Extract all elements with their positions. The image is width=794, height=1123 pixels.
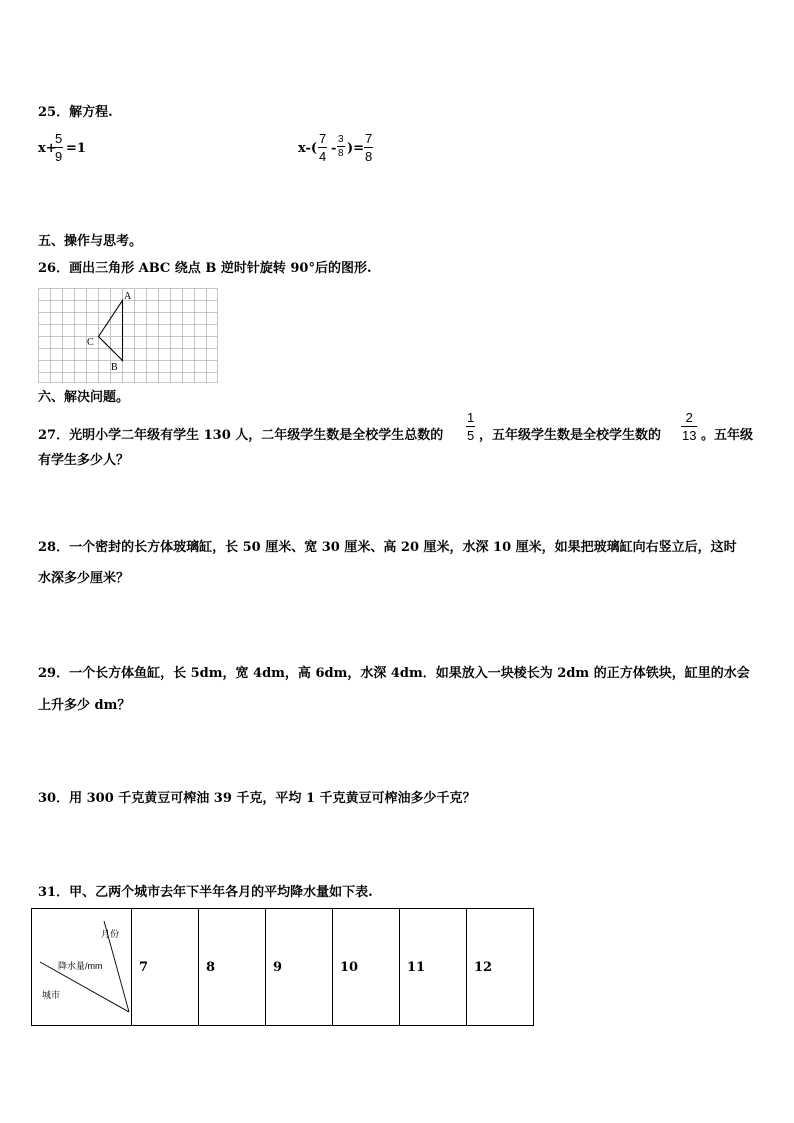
month-cell-9: 9 (266, 909, 333, 1026)
eq1-prefix: x+ (38, 141, 57, 156)
eq2-prefix: x-( (298, 141, 318, 156)
eq2-mid: )= (347, 141, 365, 156)
q27-text-1: 27．光明小学二年级有学生 130 人，二年级学生数是全校学生总数的 (38, 428, 444, 443)
q31-label: 31．甲、乙两个城市去年下半年各月的平均降水量如下表. (38, 885, 373, 900)
q25-label: 25．解方程. (38, 105, 113, 120)
q28-text-line-1: 28．一个密封的长方体玻璃缸，长 50 厘米、宽 30 厘米、高 20 厘米，水深 10 厘米，如果把玻璃缸向右竖立后，这时 (38, 540, 737, 555)
month-cell-12: 12 (467, 909, 534, 1026)
q27-text-2: ，五年级学生数是全校学生数的 (479, 428, 662, 443)
header-city-label: 城市 (42, 990, 61, 1000)
q26-label: 26．画出三角形 ABC 绕点 B 逆时针旋转 90°后的图形. (38, 261, 372, 276)
eq2-fraction-1: 7 4 (319, 131, 327, 164)
q29-text-line-1: 29．一个长方体鱼缸，长 5dm，宽 4dm，高 6dm，水深 4dm．如果放入一块棱长为 2dm 的正方体铁块，缸里的水会 (38, 666, 750, 681)
eq2-fraction-2: 3 8 (338, 134, 344, 159)
month-cell-8: 8 (199, 909, 266, 1026)
month-cell-10: 10 (333, 909, 400, 1026)
month-cell-11: 11 (400, 909, 467, 1026)
q26-grid-figure (38, 288, 218, 383)
section-5-heading: 五、操作与思考。 (38, 234, 143, 249)
rainfall-table (31, 908, 534, 1026)
eq2-fraction-3: 7 8 (365, 131, 373, 164)
eq1-suffix: =1 (66, 141, 86, 156)
q27-fraction-2: 2 13 (682, 410, 697, 443)
header-month-label: 月份 (101, 929, 120, 939)
q27-fraction-1: 1 5 (467, 410, 475, 443)
q29-text-line-2: 上升多少 dm？ (38, 698, 131, 713)
q30-text: 30．用 300 千克黄豆可榨油 39 千克，平均 1 千克黄豆可榨油多少千克？ (38, 791, 476, 806)
grid-svg (38, 288, 218, 383)
month-cell-7: 7 (132, 909, 199, 1026)
section-6-heading: 六、解决问题。 (38, 390, 130, 405)
table-header-diagonal-cell (32, 909, 132, 1026)
point-b-label: B (111, 362, 118, 373)
q28-text-line-2: 水深多少厘米？ (38, 571, 130, 586)
eq1-fraction: 5 9 (55, 131, 63, 164)
q27-text-line-2: 有学生多少人？ (38, 453, 130, 468)
table-row (32, 909, 534, 1026)
point-a-label: A (124, 291, 132, 302)
header-rainfall-label: 降水量/mm (58, 961, 103, 971)
eq2-minus: - (331, 141, 337, 156)
point-c-label: C (87, 337, 94, 348)
q27-text-3: 。五年级 (701, 428, 754, 443)
